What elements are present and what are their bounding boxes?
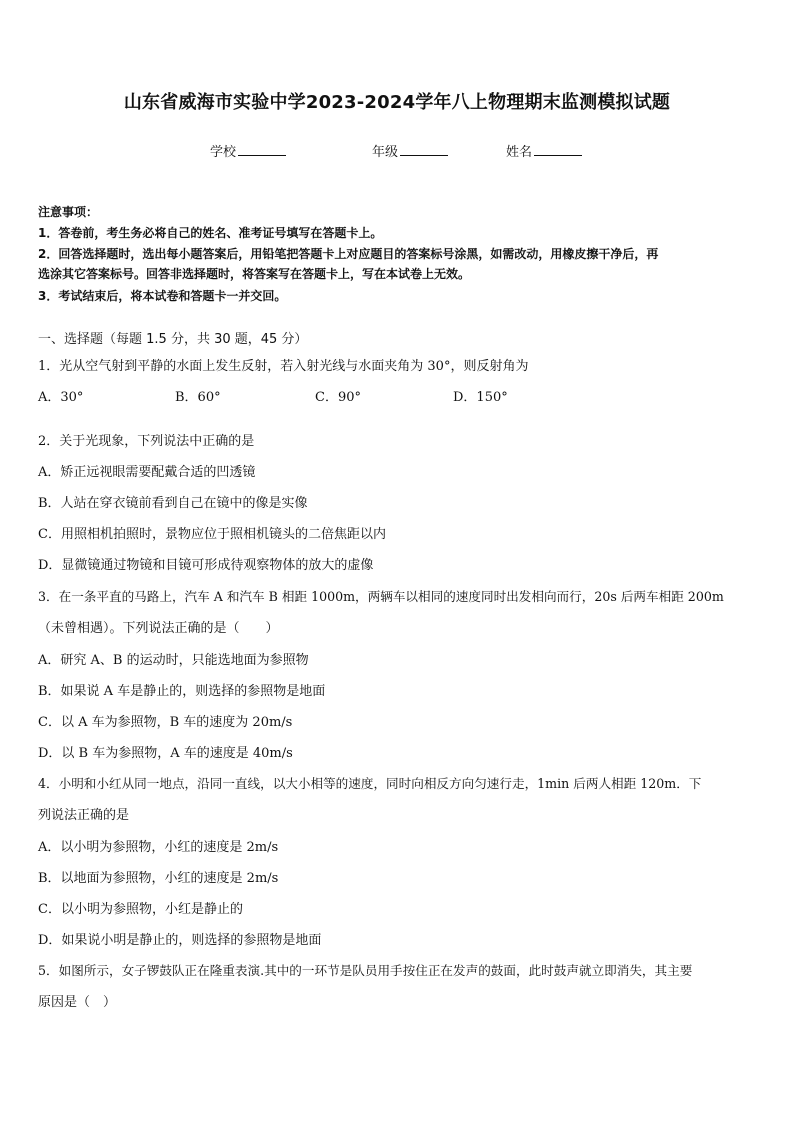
- q4-option-d[interactable]: D．如果说小明是静止的，则选择的参照物是地面: [38, 933, 322, 948]
- q3-stem-cont: （未曾相遇）。下列说法正确的是（ ）: [38, 621, 279, 636]
- q1-option-c[interactable]: C．90°: [315, 390, 361, 405]
- q2-option-b[interactable]: B．人站在穿衣镜前看到自己在镜中的像是实像: [38, 496, 308, 511]
- q1-stem: 1．光从空气射到平静的水面上发生反射，若入射光线与水面夹角为 30°，则反射角为: [38, 359, 529, 374]
- q5-stem-cont: 原因是（ ）: [38, 995, 117, 1010]
- q1-option-d[interactable]: D．150°: [453, 390, 508, 405]
- q1-option-b[interactable]: B．60°: [175, 390, 221, 405]
- grade-field: [372, 141, 448, 160]
- q4-stem-cont: 列说法正确的是: [38, 808, 130, 823]
- school-label: 学校: [210, 145, 237, 160]
- q4-stem: 4．小明和小红从同一地点，沿同一直线，以大小相等的速度，同时向相反方向匀速行走，1min 后两人相距 120m．下: [38, 776, 702, 791]
- page-title: 山东省威海市实验中学2023-2024学年八上物理期末监测模拟试题: [123, 92, 671, 113]
- section-heading: 一、选择题（每题 1.5 分，共 30 题，45 分）: [38, 332, 308, 347]
- q3-option-a[interactable]: A．研究 A、B 的运动时，只能选地面为参照物: [38, 653, 309, 668]
- q2-option-d[interactable]: D．显微镜通过物镜和目镜可形成待观察物体的放大的虚像: [38, 558, 374, 573]
- name-label: 姓名: [506, 145, 533, 160]
- q3-stem: 3．在一条平直的马路上，汽车 A 和汽车 B 相距 1000m，两辆车以相同的速度同时出发相向而行，20s 后两车相距 200m: [38, 589, 724, 604]
- q4-option-c[interactable]: C．以小明为参照物，小红是静止的: [38, 902, 243, 917]
- grade-blank[interactable]: [400, 143, 448, 156]
- name-blank[interactable]: [534, 143, 582, 156]
- q2-option-c[interactable]: C．用照相机拍照时，景物应位于照相机镜头的二倍焦距以内: [38, 527, 386, 542]
- grade-label: 年级: [372, 145, 399, 160]
- note-item: 选涂其它答案标号。回答非选择题时，将答案写在答题卡上，写在本试卷上无效。: [38, 267, 471, 281]
- q3-option-b[interactable]: B．如果说 A 车是静止的，则选择的参照物是地面: [38, 684, 326, 699]
- note-item: 2．回答选择题时，选出每小题答案后，用铅笔把答题卡上对应题目的答案标号涂黑，如需改动，用橡皮擦干净后，再: [38, 247, 659, 261]
- notes-heading: 注意事项：: [38, 205, 99, 219]
- q4-option-a[interactable]: A．以小明为参照物，小红的速度是 2m/s: [38, 840, 279, 855]
- school-blank[interactable]: [238, 143, 286, 156]
- q3-option-c[interactable]: C．以 A 车为参照物，B 车的速度为 20m/s: [38, 715, 293, 730]
- q2-stem: 2．关于光现象，下列说法中正确的是: [38, 434, 255, 449]
- school-field: [210, 141, 286, 160]
- note-item: 3．考试结束后，将本试卷和答题卡一并交回。: [38, 289, 287, 303]
- q5-stem: 5．如图所示，女子锣鼓队正在隆重表演.其中的一环节是队员用手按住正在发声的鼓面，此时鼓声就立即消失，其主要: [38, 963, 693, 978]
- q4-option-b[interactable]: B．以地面为参照物，小红的速度是 2m/s: [38, 871, 279, 886]
- q2-option-a[interactable]: A．矫正远视眼需要配戴合适的凹透镜: [38, 465, 256, 480]
- name-field: [506, 141, 582, 160]
- note-item: 1．答卷前，考生务必将自己的姓名、准考证号填写在答题卡上。: [38, 226, 383, 240]
- q3-option-d[interactable]: D．以 B 车为参照物，A 车的速度是 40m/s: [38, 746, 293, 761]
- q1-option-a[interactable]: A．30°: [38, 390, 84, 405]
